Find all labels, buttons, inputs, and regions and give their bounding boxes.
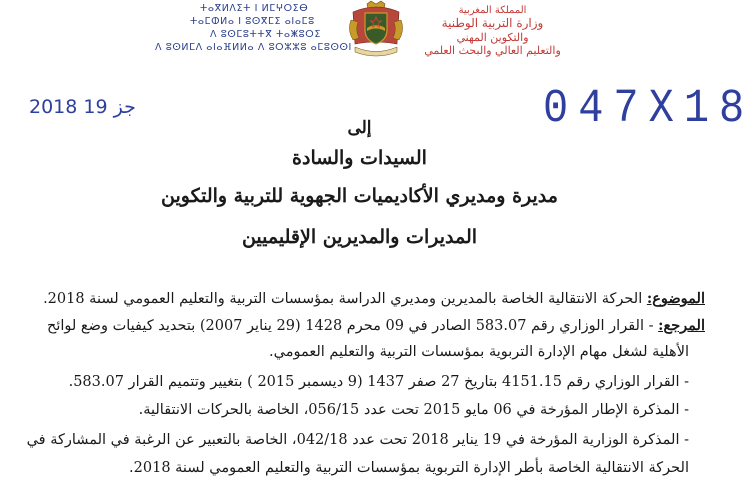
address-to: إلى xyxy=(347,118,372,138)
ministry-line-3: والتعليم العالي والبحث العلمي xyxy=(424,44,561,57)
ministry-line-1: وزارة التربية الوطنية xyxy=(441,16,544,30)
moroccan-coat-of-arms-icon xyxy=(345,0,407,60)
reference-line-2: الأهلية لشغل مهام الإدارة التربوية بمؤسسات التربية والتعليم العمومي. xyxy=(269,344,689,360)
reference-item-1: - القرار الوزاري رقم 583.07 الصادر في 09 محرم 1428 (29 يناير 2007) بتحديد كيفيات وضع لوائح xyxy=(46,318,659,334)
date-stamp: 2018 جز 19 xyxy=(29,96,136,118)
address-line-1: السيدات والسادة xyxy=(292,147,427,169)
tifinagh-line-1: ⵜⴰⴳⵍⴷⵉⵜ ⵏ ⵍⵎⵖⵔⵉⴱ xyxy=(200,3,309,14)
reference-line-6: الحركة الانتقالية الخاصة بأطر الإدارة التربوية بمؤسسات التربية والتعليم العمومي لسنة 2018. xyxy=(129,460,689,476)
reference-number-stamp: 047X18 xyxy=(543,82,754,136)
tifinagh-line-2: ⵜⴰⵎⵀⵍⴰ ⵏ ⵓⵙⴳⵎⵉ ⴰⵏⴰⵎⵓ xyxy=(190,16,315,27)
reference-label: المرجع: xyxy=(658,317,705,334)
tifinagh-line-3: ⴷ ⵓⵙⵎⵓⵜⵜⴳ ⵜⴰⵥⵓⵔⵉ xyxy=(210,29,321,40)
address-line-3: المديرات والمديرين الإقليميين xyxy=(241,226,478,248)
ministry-line-2: والتكوين المهني xyxy=(456,31,529,44)
reference-line-4: - المذكرة الإطار المؤرخة في 06 مايو 2015 تحت عدد 056/15، الخاصة بالحركات الانتقالية. xyxy=(138,402,689,418)
subject-label: الموضوع: xyxy=(646,290,705,307)
reference-line-1 xyxy=(47,317,705,334)
address-line-2: مديرة ومديري الأكاديميات الجهوية للتربية والتكوين xyxy=(161,185,558,207)
reference-line-3: - القرار الوزاري رقم 4151.15 بتاريخ 27 صفر 1437 (9 ديسمبر 2015 ) بتغيير وتتميم القرار 583.07. xyxy=(68,374,689,390)
reference-line-5: - المذكرة الوزارية المؤرخة في 19 يناير 2018 تحت عدد 042/18، الخاصة بالتعبير عن الرغبة في المشاركة في xyxy=(26,432,689,448)
subject-text: الحركة الانتقالية الخاصة بالمديرين ومديري الدراسة بمؤسسات التربية والتعليم العمومي لسنة 2018. xyxy=(43,291,647,307)
subject-line xyxy=(43,290,705,307)
kingdom-name: المملكة المغربية xyxy=(458,5,527,16)
tifinagh-line-4: ⴷ ⵓⵙⵍⵎⴷ ⴰⵏⴰⴼⵍⵍⴰ ⴷ ⵓⵔⵣⵣⵓ ⴰⵎⵓⵙⵙⵏ xyxy=(155,42,352,53)
